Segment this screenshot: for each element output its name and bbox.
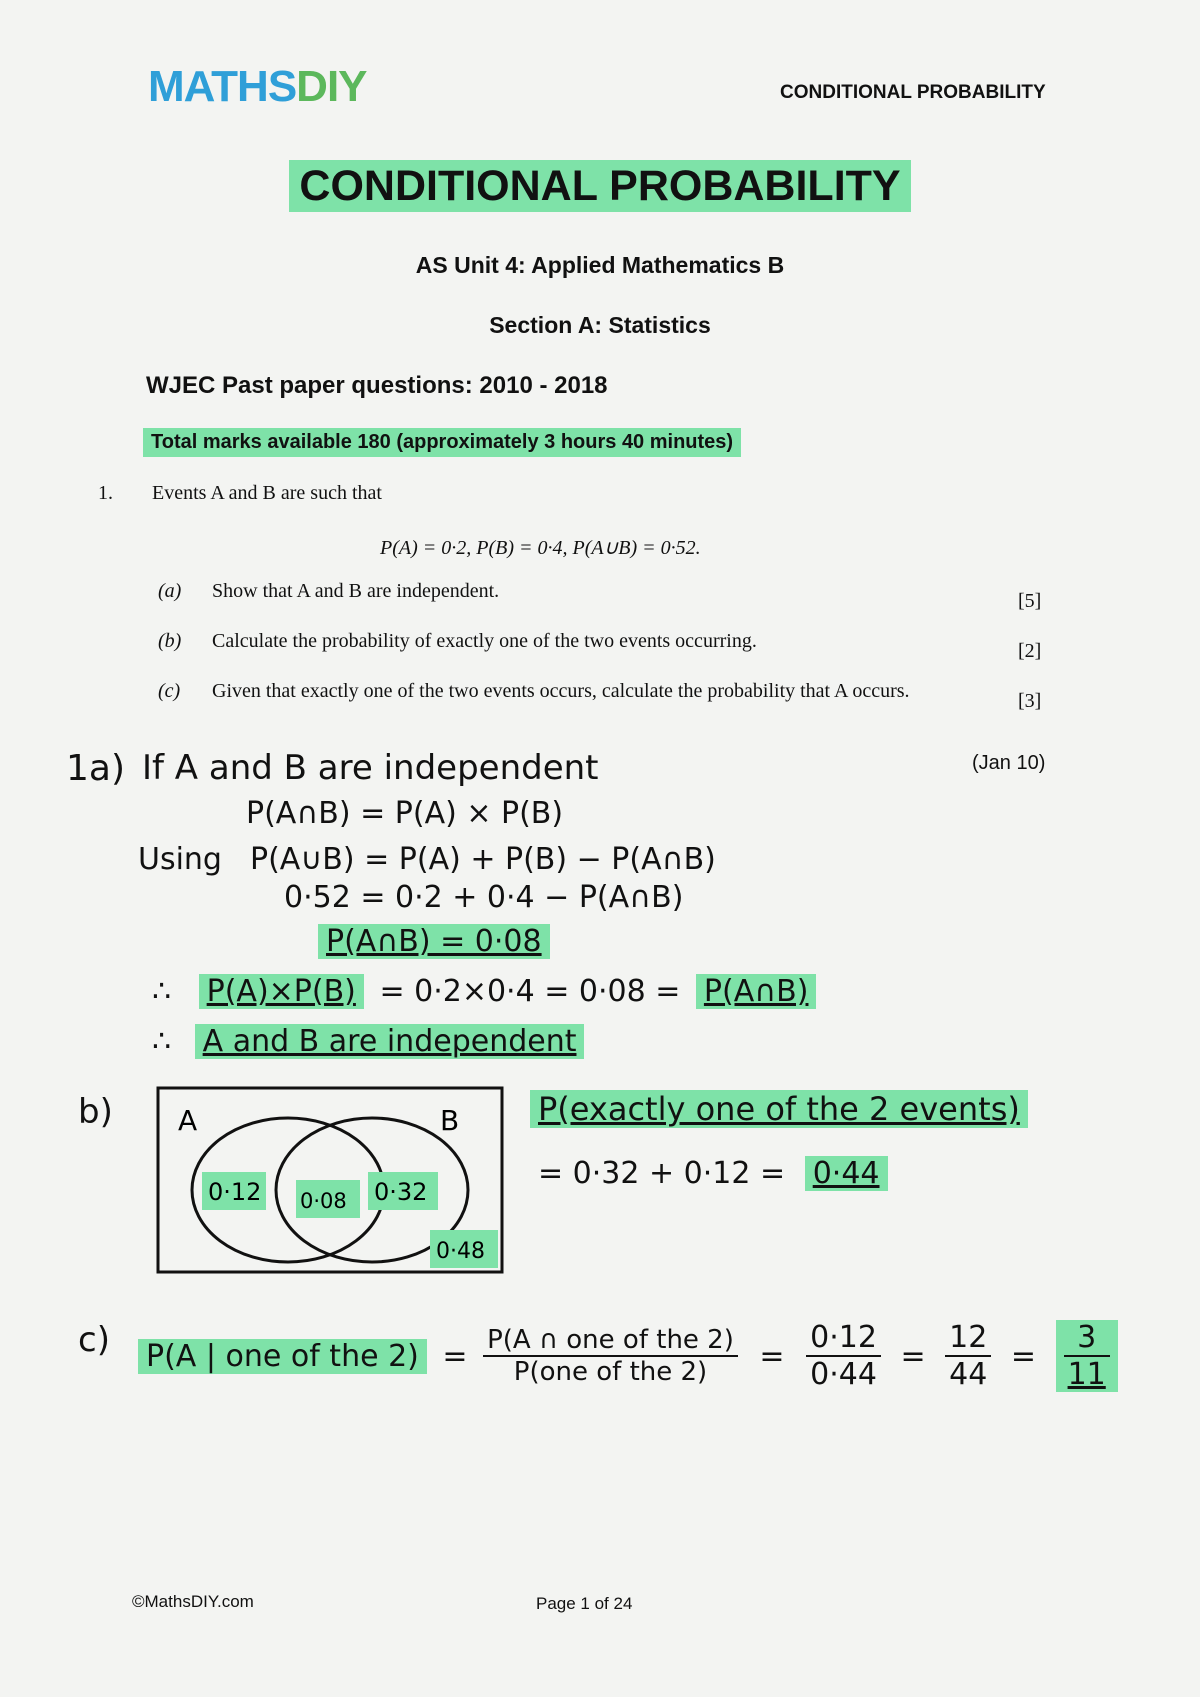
solution-c-frac1-num: P(A ∩ one of the 2) [483, 1325, 738, 1357]
solution-a-line3-prefix: Using [138, 842, 222, 877]
solution-c-lhs: P(A | one of the 2) [138, 1339, 427, 1374]
part-a-label: (a) [158, 580, 182, 602]
question-source: (Jan 10) [972, 752, 1046, 774]
solution-a-line3: P(A∪B) = P(A) + P(B) − P(A∩B) [250, 842, 716, 877]
page-title-text: CONDITIONAL PROBABILITY [289, 160, 910, 212]
question-number: 1. [98, 482, 113, 504]
wjec-heading: WJEC Past paper questions: 2010 - 2018 [146, 372, 608, 399]
part-c-marks: [3] [1018, 690, 1042, 712]
logo [148, 62, 367, 112]
venn-label-b: B [440, 1104, 460, 1137]
part-a-marks: [5] [1018, 590, 1042, 612]
total-marks: Total marks available 180 (approximately 3 hours 40 minutes) [143, 428, 741, 457]
solution-a-line7 [152, 1024, 584, 1059]
solution-c-frac1-den: P(one of the 2) [513, 1357, 708, 1387]
venn-only-b: 0·32 [374, 1178, 428, 1206]
solution-c-label: c) [78, 1320, 110, 1360]
solution-b-line2 [538, 1156, 888, 1191]
subtitle-unit: AS Unit 4: Applied Mathematics B [415, 252, 785, 278]
venn-both: 0·08 [300, 1189, 347, 1213]
solution-a-line4: 0·52 = 0·2 + 0·4 − P(A∩B) [284, 880, 684, 915]
footer-page: Page 1 of 24 [536, 1594, 633, 1613]
venn-diagram [150, 1080, 510, 1280]
solution-b-label: b) [78, 1092, 113, 1132]
solution-c-eq3: = [900, 1338, 926, 1374]
solution-c-frac2 [806, 1320, 881, 1392]
solution-c-frac3-num: 12 [945, 1320, 991, 1357]
therefore-symbol: ∴ [152, 1024, 172, 1059]
question-intro: Events A and B are such that [152, 482, 382, 504]
solution-c-answer [1056, 1320, 1118, 1392]
solution-c-line [138, 1320, 1118, 1392]
part-c-label: (c) [158, 680, 181, 702]
solution-b-line2-text: = 0·32 + 0·12 = [538, 1156, 786, 1191]
solution-c-eq4: = [1010, 1338, 1037, 1374]
therefore-symbol: ∴ [152, 974, 172, 1009]
venn-only-a: 0·12 [208, 1178, 262, 1206]
page-title [0, 162, 1200, 211]
subtitle-section: Section A: Statistics [489, 312, 711, 338]
part-b-label: (b) [158, 630, 182, 652]
solution-a-line5 [318, 924, 550, 959]
part-a-text: Show that A and B are independent. [212, 580, 500, 602]
solution-a-label: 1a) [66, 748, 126, 789]
venn-label-a: A [178, 1104, 198, 1137]
solution-c-frac2-num: 0·12 [806, 1320, 881, 1357]
solution-b-line1 [530, 1090, 1028, 1128]
solution-c-answer-num: 3 [1064, 1320, 1110, 1357]
solution-a-line7-text: A and B are independent [195, 1024, 585, 1059]
solution-a-line6-hl2: P(A∩B) [696, 974, 817, 1009]
solution-c-frac3-den: 44 [949, 1357, 988, 1392]
logo-part2: DIY [296, 62, 367, 111]
solution-b-answer: 0·44 [805, 1156, 888, 1191]
solution-c-eq2: = [759, 1338, 785, 1374]
solution-a-line1: If A and B are independent [142, 748, 599, 788]
solution-a-line6-mid: = 0·2×0·4 = 0·08 = [379, 974, 681, 1009]
solution-c-frac2-den: 0·44 [810, 1357, 877, 1392]
venn-neither: 0·48 [436, 1239, 485, 1264]
part-c-text: Given that exactly one of the two events occurs, calculate the probability that A occurs. [212, 680, 910, 702]
solution-a-line6-hl1: P(A)×P(B) [199, 974, 364, 1009]
solution-c-eq1: = [442, 1338, 468, 1374]
solution-c-answer-den: 11 [1067, 1357, 1106, 1392]
solution-c-frac1 [483, 1325, 738, 1387]
logo-part1: MATHS [148, 62, 297, 111]
solution-a-line2: P(A∩B) = P(A) × P(B) [246, 796, 564, 831]
running-title: CONDITIONAL PROBABILITY [780, 82, 1046, 103]
footer-copyright: ©MathsDIY.com [132, 1592, 254, 1611]
solution-c-frac3 [945, 1320, 991, 1392]
question-given: P(A) = 0·2, P(B) = 0·4, P(A∪B) = 0·52. [380, 537, 701, 559]
solution-a-line5-text: P(A∩B) = 0·08 [318, 924, 550, 959]
part-b-text: Calculate the probability of exactly one of the two events occurring. [212, 630, 757, 652]
solution-b-line1-text: P(exactly one of the 2 events) [530, 1090, 1028, 1128]
solution-a-line6 [152, 974, 816, 1009]
part-b-marks: [2] [1018, 640, 1042, 662]
